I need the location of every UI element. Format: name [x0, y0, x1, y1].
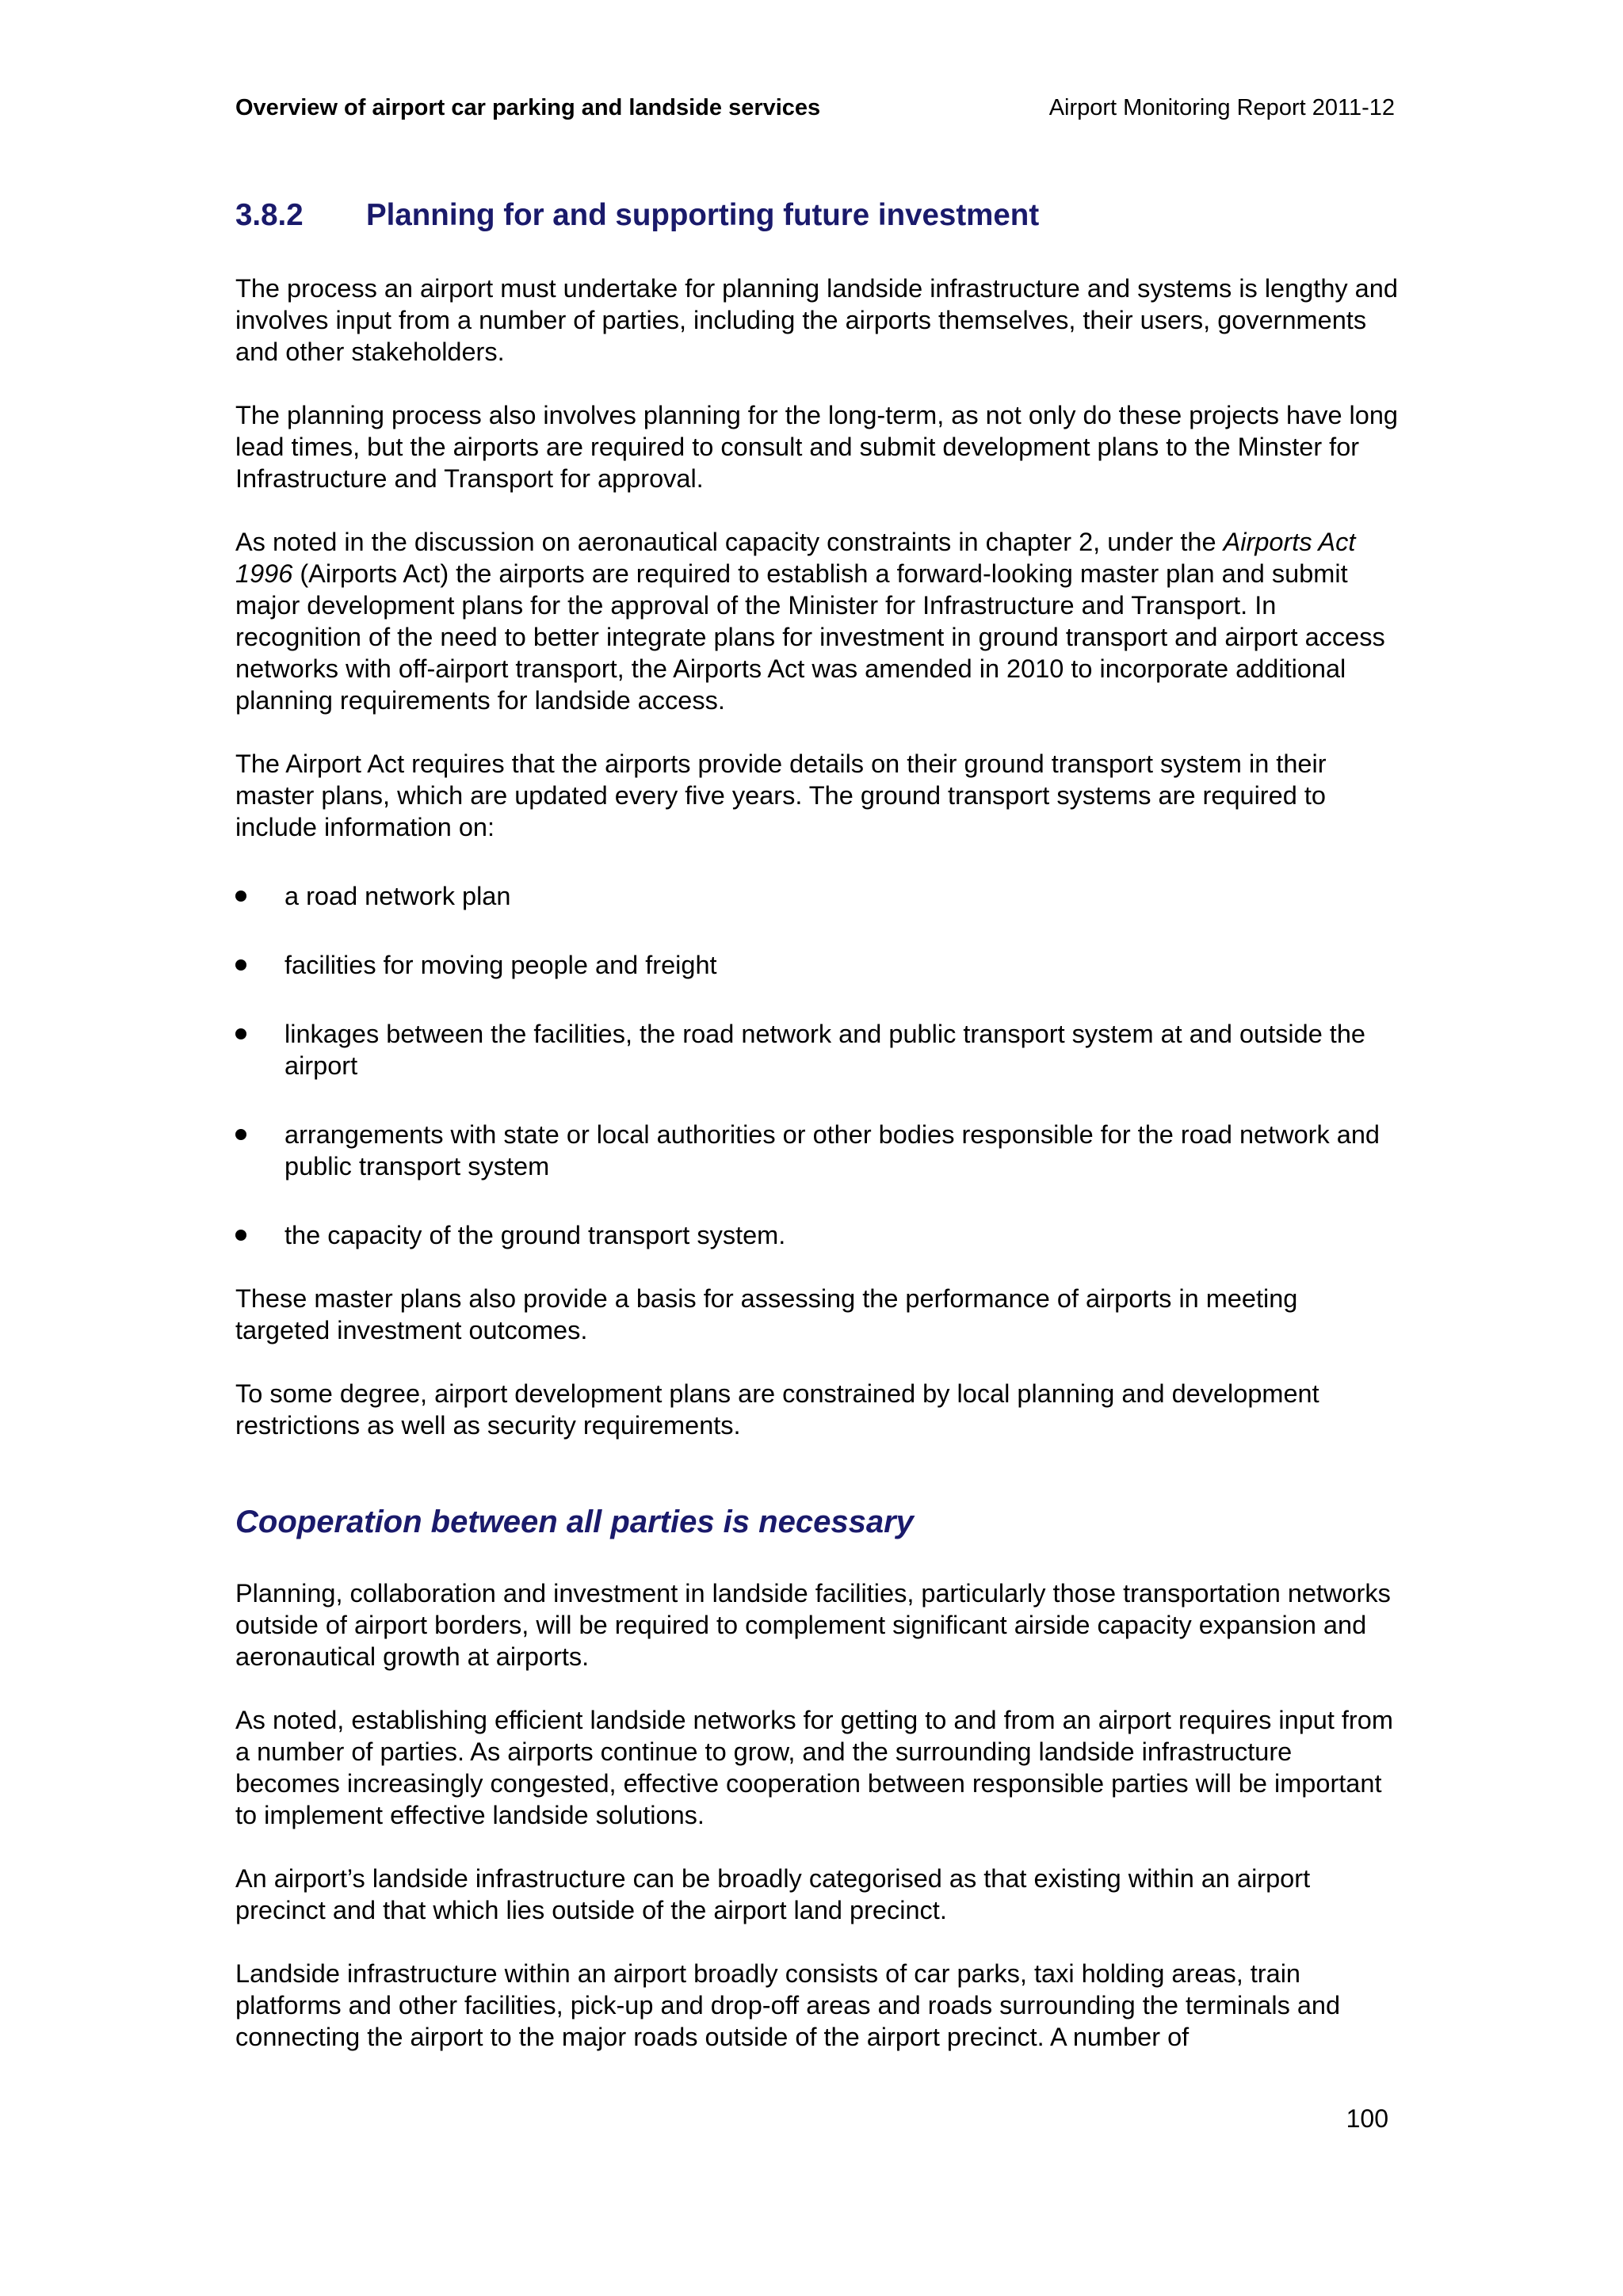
list-item	[235, 1018, 1399, 1081]
paragraph-planning-process: The process an airport must undertake for planning landside infrastructure and systems is lengthy and involves input from a number of parties, including the airports themselves, their users, governments and other stakeholders.	[235, 274, 1398, 366]
bullet-icon	[235, 959, 246, 971]
section-title: Planning for and supporting future investment	[366, 198, 1040, 232]
list-item-text: arrangements with state or local authorities or other bodies responsible for the road network and public transport system	[285, 1120, 1381, 1180]
list-item-text: linkages between the facilities, the road network and public transport system at and outside the airport	[285, 1020, 1365, 1080]
running-header	[235, 95, 1395, 127]
page-number: 100	[1346, 2104, 1388, 2133]
page-body	[235, 193, 1399, 2084]
paragraph-landside-within-airport: Landside infrastructure within an airport broadly consists of car parks, taxi holding areas, train platforms and other facilities, pick-up and drop-off areas and roads surrounding the terminals and connecting the airport to the major roads outside of the airport precinct. A number of	[235, 1959, 1341, 2051]
paragraph-infrastructure-categories: An airport’s landside infrastructure can be broadly categorised as that existing within an airport precinct and that which lies outside of the airport land precinct.	[235, 1864, 1311, 1924]
airports-act-text-before: As noted in the discussion on aeronautical capacity constraints in chapter 2, under the	[235, 528, 1224, 556]
list-item-text: a road network plan	[285, 882, 511, 910]
paragraph-performance-basis: These master plans also provide a basis for assessing the performance of airports in meeting targeted investment outcomes.	[235, 1284, 1298, 1344]
list-item-text: facilities for moving people and freight	[285, 951, 717, 979]
paragraph-collaboration: Planning, collaboration and investment in landside facilities, particularly those transportation networks outside of airport borders, will be required to complement significant airside capacity expansion and aeronautical growth at airports.	[235, 1579, 1391, 1671]
paragraph-constraints: To some degree, airport development plans are constrained by local planning and development restrictions as well as security requirements.	[235, 1379, 1319, 1440]
section-heading	[235, 193, 1399, 238]
paragraph-master-plans: The Airport Act requires that the airports provide details on their ground transport system in their master plans, which are updated every five years. The ground transport systems are required to include information on:	[235, 749, 1327, 841]
list-item	[235, 1219, 1399, 1251]
bullet-icon	[235, 1230, 246, 1241]
bullet-icon	[235, 891, 246, 902]
paragraph-long-term-planning: The planning process also involves planning for the long-term, as not only do these projects have long lead times, but the airports are required to consult and submit development plans to the Minster for Infrastructure and Transport for approval.	[235, 401, 1398, 493]
paragraph-airports-act	[235, 526, 1399, 716]
list-item	[235, 880, 1399, 912]
subheading-cooperation: Cooperation between all parties is necessary	[235, 1505, 914, 1539]
list-item	[235, 1119, 1399, 1182]
list-item-text: the capacity of the ground transport system.	[285, 1221, 786, 1249]
ground-transport-list	[235, 880, 1399, 1251]
bullet-icon	[235, 1129, 246, 1140]
header-chapter-title: Overview of airport car parking and landside services	[235, 95, 821, 120]
section-number: 3.8.2	[235, 198, 304, 232]
list-item	[235, 949, 1399, 981]
bullet-icon	[235, 1028, 246, 1039]
airports-act-italic-title: Airports Act 1996	[235, 528, 1356, 588]
airports-act-text-after: (Airports Act) the airports are required to establish a forward-looking master plan and submit major development plans for the approval of the Minister for Infrastructure and Transport. In recognition of the need to better integrate plans for investment in ground transport and airport access networks with off-airport transport, the Airports Act was amended in 2010 to incorporate additional planning requirements for landside access.	[235, 559, 1385, 715]
paragraph-efficient-networks: As noted, establishing efficient landside networks for getting to and from an airport requires input from a number of parties. As airports continue to grow, and the surrounding landside infrastructure becomes increasingly congested, effective cooperation between responsible parties will be important to implement effective landside solutions.	[235, 1706, 1393, 1829]
header-report-title: Airport Monitoring Report 2011-12	[1048, 95, 1395, 120]
